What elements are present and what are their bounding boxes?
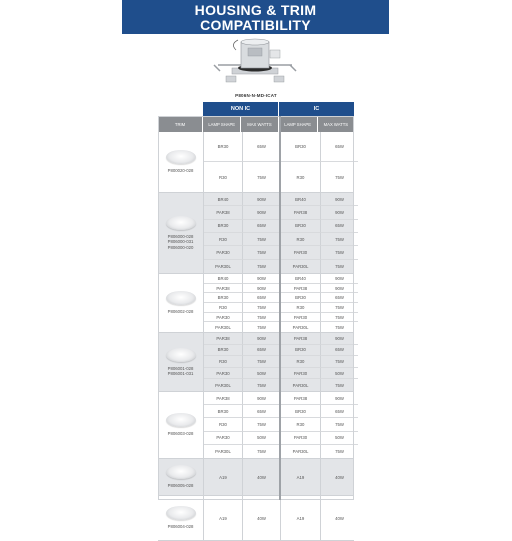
non-ic-max-watts-cell: 75W [243, 418, 281, 431]
non-ic-lamp-shape-cell: PAR30 [204, 246, 243, 259]
non-ic-lamp-shape-cell: BR30 [204, 220, 243, 233]
ic-max-watts-cell: 75W [321, 418, 358, 431]
non-ic-lamp-shape-cell: PAR30L [204, 260, 243, 273]
table-row [204, 260, 358, 273]
ic-max-watts-cell: 90W [321, 206, 358, 219]
trim-cell [158, 392, 204, 458]
non-ic-max-watts-cell: 90W [243, 193, 281, 206]
table-row [204, 246, 358, 259]
ic-max-watts-cell: 75W [321, 303, 358, 313]
ic-max-watts-cell: 90W [321, 333, 358, 345]
trim-image [166, 413, 196, 427]
non-ic-lamp-shape-cell: A19 [204, 459, 243, 495]
table-row [204, 496, 358, 540]
non-ic-lamp-shape-cell: PAR30 [204, 313, 243, 323]
table-row [204, 356, 358, 368]
non-ic-max-watts-cell: 90W [243, 392, 281, 405]
ic-max-watts-cell: 75W [321, 356, 358, 368]
non-ic-max-watts-cell: 65W [243, 293, 281, 303]
ic-max-watts-cell: 90W [321, 274, 358, 284]
lamp-rows [204, 459, 358, 495]
trim-image [166, 291, 196, 305]
trim-part-number: P806005-028 [167, 483, 194, 489]
non-ic-lamp-shape-cell: PAR38 [204, 333, 243, 345]
table-row [204, 368, 358, 380]
col-non-ic-max-watts: MAX WATTS [240, 116, 277, 132]
ic-max-watts-cell: 75W [335, 263, 344, 269]
non-ic-lamp-shape-cell: BR30 [204, 132, 243, 162]
non-ic-lamp-shape-cell: BR40 [204, 193, 243, 206]
trim-part-number: P806001-028 [167, 365, 194, 371]
ic-max-watts-cell: 65W [321, 405, 358, 418]
trim-image [166, 506, 196, 520]
housing-model-label: P806N-N-MD-ICAT [235, 93, 277, 98]
ic-lamp-shape-cell: PAR30 [281, 368, 321, 380]
ic-lamp-shape-cell: BR30 [281, 405, 321, 418]
trim-cell [158, 132, 204, 192]
table-row [204, 459, 358, 495]
trim-part-number: P806001-031 [167, 371, 194, 376]
table-row [204, 274, 358, 284]
table-row [204, 284, 358, 294]
lamp-rows [204, 274, 358, 332]
lamp-rows [204, 392, 358, 458]
non-ic-max-watts-cell: 75W [243, 233, 281, 246]
ic-lamp-shape-cell: PAR30L [281, 379, 321, 391]
ic-lamp-shape-cell: BR30 [281, 345, 321, 357]
ic-lamp-shape-cell: BR40 [281, 193, 321, 206]
compatibility-table [158, 102, 354, 530]
non-ic-max-watts-cell: 65W [243, 132, 281, 162]
ic-max-watts-cell: 50W [321, 368, 358, 380]
ic-max-watts-cell: 75W [335, 174, 344, 180]
table-row [204, 379, 358, 391]
ic-lamp-shape-cell: BR40 [281, 274, 321, 284]
trim-image [166, 465, 196, 479]
non-ic-lamp-shape-cell: PAR38 [204, 392, 243, 405]
non-ic-max-watts-cell: 75W [243, 260, 281, 273]
trim-part-number: P806004-028 [167, 524, 194, 530]
ic-max-watts-cell: 75W [321, 313, 358, 323]
ic-max-watts-cell: 90W [321, 284, 358, 294]
title-line-2: COMPATIBILITY [200, 17, 311, 33]
table-row [204, 220, 358, 233]
ic-max-watts-cell: 90W [321, 392, 358, 405]
table-row [204, 233, 358, 246]
ic-max-watts-cell: 90W [321, 193, 358, 206]
ic-lamp-shape-cell: PAR30 [281, 432, 321, 445]
non-ic-max-watts-cell: 40W [243, 496, 281, 540]
table-row [204, 345, 358, 357]
trim-cell [158, 274, 204, 332]
non-ic-max-watts-cell: 65W [243, 405, 281, 418]
col-trim: TRIM [158, 116, 202, 132]
ic-max-watts-cell: 65W [321, 293, 358, 303]
non-ic-lamp-shape-cell: PAR38 [204, 284, 243, 294]
non-ic-lamp-shape-cell: R30 [204, 303, 243, 313]
non-ic-max-watts-cell: 75W [243, 313, 281, 323]
non-ic-lamp-shape-cell: R30 [204, 418, 243, 431]
table-row [204, 162, 358, 192]
non-ic-lamp-shape-cell: PAR30L [204, 322, 243, 332]
non-ic-max-watts-cell: 75W [243, 445, 281, 458]
ic-max-watts-cell: 65W [321, 132, 358, 162]
ic-max-watts-cell: 65W [321, 345, 358, 357]
trim-image [166, 216, 196, 230]
non-ic-lamp-shape-cell: BR30 [204, 293, 243, 303]
non-ic-max-watts-cell: 75W [243, 246, 281, 259]
table-row [204, 322, 358, 332]
trim-group [158, 274, 354, 333]
ic-lamp-shape-cell: PAR30L [281, 445, 321, 458]
table-row [204, 293, 358, 303]
trim-part-number: P806000-031 [167, 239, 194, 245]
non-ic-lamp-shape-cell: PAR38 [204, 206, 243, 219]
trim-cell [158, 496, 204, 540]
lamp-rows [204, 333, 358, 391]
ic-max-watts-cell: 50W [321, 432, 358, 445]
housing-image [208, 38, 302, 90]
ic-lamp-shape-cell: PAR38 [281, 206, 321, 219]
table-row [204, 333, 358, 345]
table-row [204, 206, 358, 219]
ic-max-watts-cell: 40W [335, 474, 344, 480]
non-ic-header: NON IC [203, 102, 278, 116]
trim-group [158, 193, 354, 274]
non-ic-lamp-shape-cell: BR30 [204, 345, 243, 357]
trim-part-number: P806000-020 [167, 244, 194, 250]
ic-max-watts-cell: 75W [321, 246, 358, 259]
column-header-row [158, 116, 354, 132]
non-ic-max-watts-cell: 90W [243, 333, 281, 345]
ic-max-watts-cell: 75W [335, 324, 344, 330]
non-ic-lamp-shape-cell: PAR30 [204, 368, 243, 380]
ic-lamp-shape-cell: PAR30L [281, 260, 321, 273]
trim-cell [158, 193, 204, 273]
table-row [204, 313, 358, 323]
ic-lamp-shape-cell: R30 [281, 418, 321, 431]
non-ic-lamp-shape-cell: PAR30 [204, 432, 243, 445]
non-ic-lamp-shape-cell: PAR30L [204, 445, 243, 458]
non-ic-max-watts-cell: 75W [243, 322, 281, 332]
ic-lamp-shape-cell: PAR30L [281, 322, 321, 332]
table-row [204, 418, 358, 431]
ic-lamp-shape-cell: BR30 [281, 220, 321, 233]
trim-group [158, 459, 354, 496]
ic-lamp-shape-cell: R30 [281, 303, 321, 313]
ic-header: IC [278, 102, 354, 116]
col-ic-max-watts: MAX WATTS [317, 116, 354, 132]
non-ic-lamp-shape-cell: R30 [204, 233, 243, 246]
col-ic-lamp-shape: LAMP SHAPE [278, 116, 317, 132]
non-ic-max-watts-cell: 90W [243, 274, 281, 284]
ic-max-watts-cell: 75W [321, 233, 358, 246]
lamp-rows [204, 132, 358, 192]
trim-group [158, 333, 354, 392]
ic-lamp-shape-cell: PAR30 [281, 246, 321, 259]
trim-group [158, 392, 354, 459]
ic-lamp-shape-cell: BR30 [281, 132, 321, 162]
non-ic-lamp-shape-cell: A19 [204, 496, 243, 540]
table-row [204, 303, 358, 313]
non-ic-lamp-shape-cell: R30 [204, 162, 243, 192]
trim-part-number: P800020-028 [167, 168, 194, 174]
lamp-rows [204, 496, 358, 540]
ic-lamp-shape-cell: R30 [281, 233, 321, 246]
ic-lamp-shape-cell: R30 [281, 356, 321, 368]
table-row [204, 392, 358, 405]
lamp-rows [204, 193, 358, 273]
trim-image [166, 348, 196, 362]
ic-lamp-shape-cell: A19 [281, 459, 321, 495]
ic-max-watts-cell: 75W [335, 382, 344, 388]
trim-part-number: P806000-028 [167, 234, 194, 240]
ic-max-watts-cell: 75W [335, 448, 344, 454]
trim-group [158, 132, 354, 193]
non-ic-max-watts-cell: 65W [243, 345, 281, 357]
table-row [204, 132, 358, 162]
table-row [204, 193, 358, 206]
non-ic-max-watts-cell: 90W [243, 284, 281, 294]
non-ic-max-watts-cell: 75W [243, 303, 281, 313]
title-banner [122, 0, 389, 34]
non-ic-max-watts-cell: 75W [243, 379, 281, 391]
non-ic-max-watts-cell: 50W [243, 368, 281, 380]
ic-lamp-shape-cell: PAR38 [281, 284, 321, 294]
non-ic-max-watts-cell: 75W [243, 162, 281, 192]
ic-max-watts-cell: 65W [321, 220, 358, 233]
ic-lamp-shape-cell: PAR38 [281, 392, 321, 405]
ic-lamp-shape-cell: A19 [281, 496, 321, 540]
non-ic-lamp-shape-cell: BR40 [204, 274, 243, 284]
trim-group [158, 496, 354, 541]
trim-part-number: P806002-028 [167, 309, 194, 315]
ic-lamp-shape-cell: R30 [281, 162, 321, 192]
non-ic-max-watts-cell: 90W [243, 206, 281, 219]
table-body [158, 132, 354, 541]
non-ic-max-watts-cell: 75W [243, 356, 281, 368]
non-ic-lamp-shape-cell: BR30 [204, 405, 243, 418]
non-ic-max-watts-cell: 65W [243, 220, 281, 233]
ic-lamp-shape-cell: PAR38 [281, 333, 321, 345]
trim-part-number: P806003-028 [167, 431, 194, 437]
trim-cell [158, 459, 204, 495]
table-row [204, 445, 358, 458]
table-row [204, 432, 358, 445]
non-ic-lamp-shape-cell: R30 [204, 356, 243, 368]
trim-image [166, 150, 196, 164]
col-non-ic-lamp-shape: LAMP SHAPE [202, 116, 240, 132]
non-ic-max-watts-cell: 50W [243, 432, 281, 445]
ic-lamp-shape-cell: PAR30 [281, 313, 321, 323]
ic-lamp-shape-cell: BR30 [281, 293, 321, 303]
title-line-1: HOUSING & TRIM [194, 2, 317, 18]
group-header-row [203, 102, 354, 116]
ic-max-watts-cell: 40W [335, 515, 344, 521]
non-ic-max-watts-cell: 40W [243, 459, 281, 495]
non-ic-lamp-shape-cell: PAR30L [204, 379, 243, 391]
trim-cell [158, 333, 204, 391]
table-row [204, 405, 358, 418]
